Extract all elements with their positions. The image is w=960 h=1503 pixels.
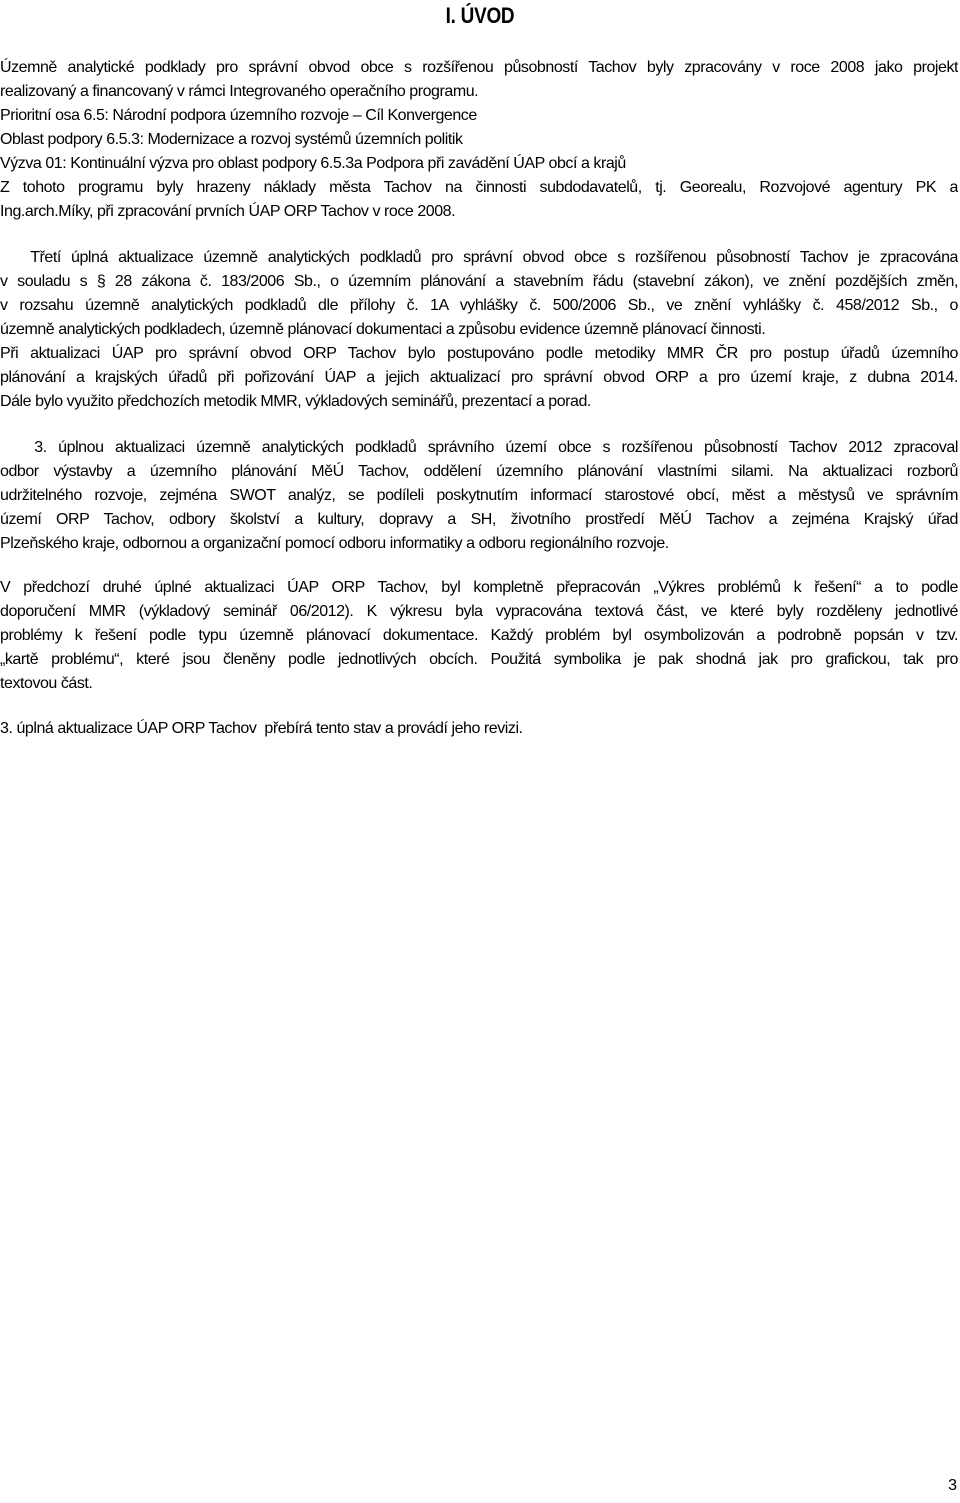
text-line: „kartě problému“, které jsou členěny podle jednotlivých obcích. Použitá symbolika je pak shodná jak pro grafickou, tak pro xyxy=(0,651,958,668)
text-line: problémy k řešení podle typu územně plánovací dokumentace. Každý problém byl osymbolizován a podrobně popsán v tzv. xyxy=(0,627,958,644)
text-line: Oblast podpory 6.5.3: Modernizace a rozvoj systémů územních politik xyxy=(0,131,463,148)
text-line: V předchozí druhé úplné aktualizaci ÚAP ORP Tachov, byl kompletně přepracován „Výkres problémů k řešení“ a to podle xyxy=(0,579,958,596)
text-line: Při aktualizaci ÚAP pro správní obvod ORP Tachov bylo postupováno podle metodiky MMR ČR pro postup úřadů územního xyxy=(0,345,958,362)
text-line: Ing.arch.Míky, při zpracování prvních ÚAP ORP Tachov v roce 2008. xyxy=(0,203,456,220)
text-line: udržitelného rozvoje, zejména SWOT analýz, se podíleli poskytnutím informací starostové obcí, měst a městysů ve správním xyxy=(0,487,958,504)
intro-paragraph xyxy=(0,56,958,224)
paragraph-processing xyxy=(0,436,958,556)
paragraph-third-update xyxy=(0,246,958,414)
text-line: Plzeňského kraje, odbornou a organizační pomocí odboru informatiky a odboru regionálního rozvoje. xyxy=(0,535,669,552)
text-line: území ORP Tachov, odbory školství a kultury, dopravy a SH, životního prostředí MěÚ Tachov a zejména Krajský úřad xyxy=(0,511,958,528)
text-line: realizovaný a financovaný v rámci Integrovaného operačního programu. xyxy=(0,83,479,100)
text-line: v rozsahu územně analytických podkladů dle přílohy č. 1A vyhlášky č. 500/2006 Sb., ve znění vyhlášky č. 458/2012 Sb., o xyxy=(0,297,958,314)
text-line: územně analytických podkladech, územně plánovací dokumentaci a způsobu evidence územně plánovací činnosti. xyxy=(0,321,766,338)
text-line: odbor výstavby a územního plánování MěÚ Tachov, oddělení územního plánování vlastními silami. Na aktualizaci rozborů xyxy=(0,463,958,480)
text-line: plánování a krajských úřadů při pořizování ÚAP a jejich aktualizací pro správní obvod ORP a pro území kraje, z dubna 2014. xyxy=(0,369,958,386)
text-line: Výzva 01: Kontinuální výzva pro oblast podpory 6.5.3a Podpora při zavádění ÚAP obcí a krajů xyxy=(0,155,626,172)
paragraph-revision xyxy=(0,717,958,741)
text-line: Třetí úplná aktualizace územně analytických podkladů pro správní obvod obce s rozšířenou působností Tachov je zpracována xyxy=(0,249,958,266)
text-line: 3. úplná aktualizace ÚAP ORP Tachov přebírá tento stav a provádí jeho revizi. xyxy=(0,720,523,737)
text-line: Dále bylo využito předchozích metodik MMR, výkladových seminářů, prezentací a porad. xyxy=(0,393,591,410)
text-line: Územně analytické podklady pro správní obvod obce s rozšířenou působností Tachov byly zpracovány v roce 2008 jako projekt xyxy=(0,59,958,76)
text-line: Prioritní osa 6.5: Národní podpora územního rozvoje – Cíl Konvergence xyxy=(0,107,477,124)
text-line: v souladu s § 28 zákona č. 183/2006 Sb., o územním plánování a stavebním řádu (stavební zákon), ve znění pozdějších změn, xyxy=(0,273,958,290)
page-title: I. ÚVOD xyxy=(445,3,515,28)
paragraph-previous-update xyxy=(0,576,958,696)
text-line: doporučení MMR (výkladový seminář 06/2012). K výkresu byla vypracována textová část, ve které byly rozděleny jednotlivé xyxy=(0,603,958,620)
page-number: 3 xyxy=(948,1477,957,1494)
text-line: Z tohoto programu byly hrazeny náklady města Tachov na činnosti subdodavatelů, tj. Georealu, Rozvojové agentury PK a xyxy=(0,179,958,196)
text-line: 3. úplnou aktualizaci územně analytických podkladů správního území obce s rozšířenou působností Tachov 2012 zpracoval xyxy=(0,439,958,456)
text-line: textovou část. xyxy=(0,675,93,692)
